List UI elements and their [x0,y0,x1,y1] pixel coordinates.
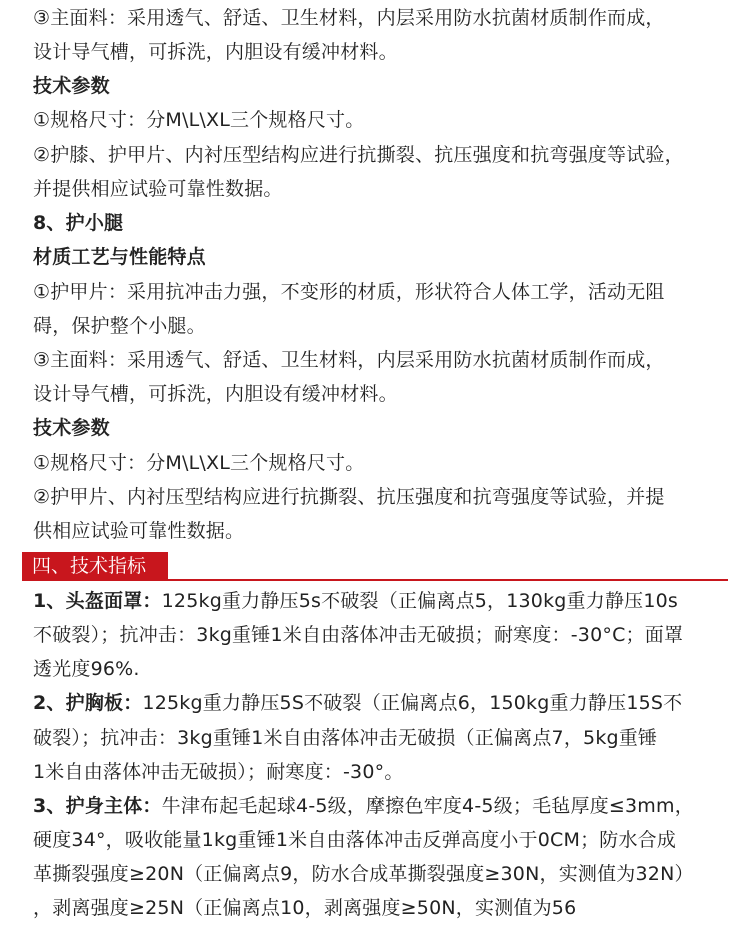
main-fabric-line-1b: ③主面料：采用透气、舒适、卫生材料，内层采用防水抗菌材质制作而成， [33,349,665,371]
spec-size-line-b: ①规格尺寸：分M\L\XL三个规格尺寸。 [33,452,365,474]
helmet-line-1 [33,589,742,613]
test-line-1b: ②护甲片、内衬压型结构应进行抗撕裂、抗压强度和抗弯强度等试验，并提 [33,486,665,508]
shin-guard-heading: 8、护小腿 [33,212,124,234]
test-line-2: 并提供相应试验可靠性数据。 [33,178,283,200]
tech-params-heading: 技术参数 [33,75,110,97]
helmet-line-3: 透光度96%. [33,658,140,680]
armor-line-2: 碍，保护整个小腿。 [33,315,206,337]
tech-params-heading-b: 技术参数 [33,417,110,439]
body-text-1: 牛津布起毛起球4-5级，摩擦色牢度4-5级；毛毡厚度≤3mm， [161,795,694,817]
body-line-4: ，剥离强度≥25N（正偏离点10，剥离强度≥50N，实测值为56 [33,897,577,919]
chest-label: 2、护胸板： [33,692,143,714]
helmet-label: 1、头盔面罩： [33,590,162,612]
main-fabric-line-2: 设计导气槽，可拆洗，内胆设有缓冲材料。 [33,41,398,63]
helmet-text-1: 125kg重力静压5s不破裂（正偏离点5，130kg重力静压10s [161,590,679,612]
test-line-1: ②护膝、护甲片、内衬压型结构应进行抗撕裂、抗压强度和抗弯强度等试验， [33,144,684,166]
spec-size-line: ①规格尺寸：分M\L\XL三个规格尺寸。 [33,109,365,131]
body-line-3: 革撕裂强度≥20N（正偏离点9，防水合成革撕裂强度≥30N，实测值为32N） [33,863,694,885]
test-line-2b: 供相应试验可靠性数据。 [33,520,245,542]
chest-line-1 [33,691,742,715]
chest-text-1: 125kg重力静压5S不破裂（正偏离点6，150kg重力静压15S不 [142,692,683,714]
chest-line-3: 1米自由落体冲击无破损）；耐寒度：-30°。 [33,761,404,783]
body-line-2: 硬度34°，吸收能量1kg重锤1米自由落体冲击反弹高度小于0CM；防水合成 [33,829,677,851]
body-label: 3、护身主体： [33,795,162,817]
section-banner: 四、技术指标 [22,552,168,580]
main-fabric-line-2b: 设计导气槽，可拆洗，内胆设有缓冲材料。 [33,383,398,405]
section-divider [22,579,728,581]
body-line-1 [33,794,742,818]
chest-line-2: 破裂）；抗冲击：3kg重锤1米自由落体冲击无破损（正偏离点7，5kg重锤 [33,727,658,749]
helmet-line-2: 不破裂）；抗冲击：3kg重锤1米自由落体冲击无破损；耐寒度：-30°C；面罩 [33,624,684,646]
features-heading: 材质工艺与性能特点 [33,246,206,268]
main-fabric-line-1: ③主面料：采用透气、舒适、卫生材料，内层采用防水抗菌材质制作而成， [33,7,665,29]
armor-line-1: ①护甲片：采用抗冲击力强，不变形的材质，形状符合人体工学，活动无阻 [33,281,665,303]
